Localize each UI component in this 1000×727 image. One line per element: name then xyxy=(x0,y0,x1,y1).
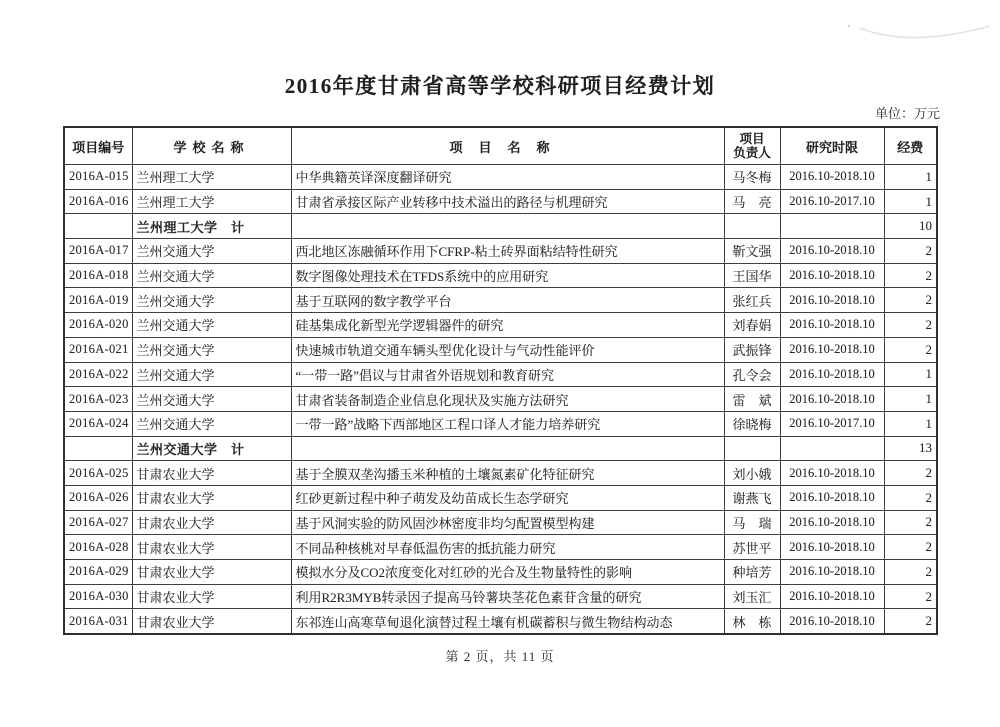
project-leader-cell: 马冬梅 xyxy=(724,165,780,190)
school-name-cell: 兰州交通大学 xyxy=(132,411,291,436)
research-period-cell: 2016.10-2018.10 xyxy=(780,165,884,190)
funding-amount-cell: 2 xyxy=(884,560,937,585)
research-period-cell: 2016.10-2018.10 xyxy=(780,485,884,510)
school-name-cell: 兰州交通大学 xyxy=(132,288,291,313)
project-leader-cell xyxy=(724,436,780,461)
project-code-cell: 2016A-021 xyxy=(64,337,132,362)
page-number-footer: 第 2 页，共 11 页 xyxy=(445,649,555,664)
research-period-cell: 2016.10-2018.10 xyxy=(780,609,884,634)
school-name-cell: 甘肃农业大学 xyxy=(132,510,291,535)
project-name-cell: 红砂更新过程中种子萌发及幼苗成长生态学研究 xyxy=(291,485,724,510)
project-name-cell: 基于风洞实验的防风固沙林密度非均匀配置模型构建 xyxy=(291,510,724,535)
funding-plan-table xyxy=(63,126,938,635)
table-header-row xyxy=(64,127,937,165)
funding-amount-cell: 2 xyxy=(884,584,937,609)
funding-amount-cell: 2 xyxy=(884,263,937,288)
project-leader-cell: 马 亮 xyxy=(724,189,780,214)
project-code-cell: 2016A-018 xyxy=(64,263,132,288)
school-name-cell: 兰州交通大学 计 xyxy=(132,436,291,461)
project-name-cell: 硅基集成化新型光学逻辑器件的研究 xyxy=(291,313,724,338)
project-code-cell: 2016A-024 xyxy=(64,411,132,436)
school-name-cell: 甘肃农业大学 xyxy=(132,535,291,560)
table-row xyxy=(64,535,937,560)
research-period-cell: 2016.10-2018.10 xyxy=(780,239,884,264)
table-row xyxy=(64,313,937,338)
table-row xyxy=(64,263,937,288)
project-name-cell: “一带一路”倡议与甘肃省外语规划和教育研究 xyxy=(291,362,724,387)
project-code-cell: 2016A-027 xyxy=(64,510,132,535)
research-period-cell: 2016.10-2018.10 xyxy=(780,510,884,535)
research-period-cell: 2016.10-2018.10 xyxy=(780,362,884,387)
table-row xyxy=(64,411,937,436)
project-name-cell: 基于全膜双垄沟播玉米种植的土壤氮素矿化特征研究 xyxy=(291,461,724,486)
research-period-cell: 2016.10-2018.10 xyxy=(780,313,884,338)
funding-amount-cell: 2 xyxy=(884,485,937,510)
unit-note: 单位：万元 xyxy=(874,106,940,121)
school-name-cell: 兰州交通大学 xyxy=(132,263,291,288)
project-code-cell: 2016A-025 xyxy=(64,461,132,486)
school-name-cell: 兰州理工大学 xyxy=(132,189,291,214)
project-name-cell: 甘肃省承接区际产业转移中技术溢出的路径与机理研究 xyxy=(291,189,724,214)
project-code-cell: 2016A-016 xyxy=(64,189,132,214)
funding-amount-cell: 2 xyxy=(884,239,937,264)
table-row xyxy=(64,288,937,313)
project-code-cell: 2016A-026 xyxy=(64,485,132,510)
table-row xyxy=(64,485,937,510)
subtotal-row xyxy=(64,214,937,239)
project-leader-cell: 王国华 xyxy=(724,263,780,288)
funding-amount-cell: 2 xyxy=(884,535,937,560)
school-name-cell: 兰州交通大学 xyxy=(132,239,291,264)
school-name-cell: 兰州交通大学 xyxy=(132,313,291,338)
col-header-school-name: 学校名称 xyxy=(132,127,291,165)
funding-amount-cell: 1 xyxy=(884,387,937,412)
funding-amount-cell: 13 xyxy=(884,436,937,461)
project-name-cell: 快速城市轨道交通车辆头型优化设计与气动性能评价 xyxy=(291,337,724,362)
table-row xyxy=(64,510,937,535)
project-leader-cell: 刘春娟 xyxy=(724,313,780,338)
project-code-cell xyxy=(64,214,132,239)
funding-amount-cell: 2 xyxy=(884,510,937,535)
project-code-cell: 2016A-015 xyxy=(64,165,132,190)
project-name-cell xyxy=(291,214,724,239)
col-header-research-period: 研究时限 xyxy=(780,127,884,165)
project-leader-cell: 林 栋 xyxy=(724,609,780,634)
school-name-cell: 甘肃农业大学 xyxy=(132,584,291,609)
leader-header-line1: 项目 xyxy=(739,131,765,146)
table-row xyxy=(64,189,937,214)
col-header-project-code: 项目编号 xyxy=(64,127,132,165)
project-leader-cell: 靳文强 xyxy=(724,239,780,264)
school-name-cell: 甘肃农业大学 xyxy=(132,560,291,585)
funding-amount-cell: 1 xyxy=(884,165,937,190)
project-code-cell: 2016A-019 xyxy=(64,288,132,313)
table-row xyxy=(64,560,937,585)
col-header-project-leader xyxy=(724,127,780,165)
school-name-cell: 甘肃农业大学 xyxy=(132,461,291,486)
research-period-cell: 2016.10-2018.10 xyxy=(780,535,884,560)
project-code-cell xyxy=(64,436,132,461)
project-code-cell: 2016A-031 xyxy=(64,609,132,634)
project-name-cell xyxy=(291,436,724,461)
project-leader-cell: 苏世平 xyxy=(724,535,780,560)
table-row xyxy=(64,461,937,486)
research-period-cell: 2016.10-2018.10 xyxy=(780,288,884,313)
project-leader-cell: 孔令会 xyxy=(724,362,780,387)
project-name-cell: 西北地区冻融循环作用下CFRP-粘土砖界面粘结特性研究 xyxy=(291,239,724,264)
research-period-cell: 2016.10-2018.10 xyxy=(780,584,884,609)
research-period-cell: 2016.10-2018.10 xyxy=(780,560,884,585)
table-row xyxy=(64,239,937,264)
school-name-cell: 兰州理工大学 计 xyxy=(132,214,291,239)
project-leader-cell: 刘玉汇 xyxy=(724,584,780,609)
scan-artifact-mark xyxy=(840,0,1000,60)
funding-amount-cell: 2 xyxy=(884,461,937,486)
table-row xyxy=(64,165,937,190)
project-leader-cell: 马 瑞 xyxy=(724,510,780,535)
project-name-cell: 中华典籍英译深度翻译研究 xyxy=(291,165,724,190)
funding-amount-cell: 2 xyxy=(884,313,937,338)
project-code-cell: 2016A-020 xyxy=(64,313,132,338)
col-header-funding-amount: 经费 xyxy=(884,127,937,165)
funding-amount-cell: 1 xyxy=(884,362,937,387)
project-leader-cell: 雷 斌 xyxy=(724,387,780,412)
funding-amount-cell: 10 xyxy=(884,214,937,239)
school-name-cell: 兰州交通大学 xyxy=(132,337,291,362)
project-leader-cell: 种培芳 xyxy=(724,560,780,585)
funding-amount-cell: 2 xyxy=(884,337,937,362)
school-name-cell: 兰州理工大学 xyxy=(132,165,291,190)
table-row xyxy=(64,337,937,362)
school-name-cell: 甘肃农业大学 xyxy=(132,609,291,634)
funding-amount-cell: 1 xyxy=(884,411,937,436)
school-name-cell: 甘肃农业大学 xyxy=(132,485,291,510)
table-row xyxy=(64,387,937,412)
project-leader-cell xyxy=(724,214,780,239)
research-period-cell: 2016.10-2017.10 xyxy=(780,411,884,436)
funding-amount-cell: 1 xyxy=(884,189,937,214)
funding-amount-cell: 2 xyxy=(884,609,937,634)
project-code-cell: 2016A-028 xyxy=(64,535,132,560)
project-name-cell: 基于互联网的数字教学平台 xyxy=(291,288,724,313)
project-code-cell: 2016A-030 xyxy=(64,584,132,609)
school-name-cell: 兰州交通大学 xyxy=(132,387,291,412)
col-header-project-name: 项目名称 xyxy=(291,127,724,165)
funding-amount-cell: 2 xyxy=(884,288,937,313)
project-code-cell: 2016A-029 xyxy=(64,560,132,585)
subtotal-row xyxy=(64,436,937,461)
research-period-cell: 2016.10-2018.10 xyxy=(780,337,884,362)
table-row xyxy=(64,584,937,609)
project-leader-cell: 谢燕飞 xyxy=(724,485,780,510)
project-leader-cell: 张红兵 xyxy=(724,288,780,313)
document-title: 2016年度甘肃省高等学校科研项目经费计划 xyxy=(284,74,716,98)
project-leader-cell: 徐晓梅 xyxy=(724,411,780,436)
project-name-cell: 利用R2R3MYB转录因子提高马铃薯块茎花色素苷含量的研究 xyxy=(291,584,724,609)
project-name-cell: 不同品种核桃对早春低温伤害的抵抗能力研究 xyxy=(291,535,724,560)
project-code-cell: 2016A-023 xyxy=(64,387,132,412)
school-name-cell: 兰州交通大学 xyxy=(132,362,291,387)
project-name-cell: 模拟水分及CO2浓度变化对红砂的光合及生物量特性的影响 xyxy=(291,560,724,585)
leader-header-line2: 负责人 xyxy=(733,146,771,160)
research-period-cell: 2016.10-2018.10 xyxy=(780,461,884,486)
research-period-cell: 2016.10-2018.10 xyxy=(780,387,884,412)
research-period-cell xyxy=(780,436,884,461)
project-code-cell: 2016A-017 xyxy=(64,239,132,264)
project-code-cell: 2016A-022 xyxy=(64,362,132,387)
project-leader-cell: 武振锋 xyxy=(724,337,780,362)
project-name-cell: 数字图像处理技术在TFDS系统中的应用研究 xyxy=(291,263,724,288)
project-name-cell: 东祁连山高寒草甸退化演替过程土壤有机碳蓄积与微生物结构动态 xyxy=(291,609,724,634)
project-name-cell: 一带一路”战略下西部地区工程口译人才能力培养研究 xyxy=(291,411,724,436)
project-name-cell: 甘肃省装备制造企业信息化现状及实施方法研究 xyxy=(291,387,724,412)
project-leader-cell: 刘小娥 xyxy=(724,461,780,486)
research-period-cell: 2016.10-2017.10 xyxy=(780,189,884,214)
research-period-cell xyxy=(780,214,884,239)
table-row xyxy=(64,609,937,634)
research-period-cell: 2016.10-2018.10 xyxy=(780,263,884,288)
table-row xyxy=(64,362,937,387)
